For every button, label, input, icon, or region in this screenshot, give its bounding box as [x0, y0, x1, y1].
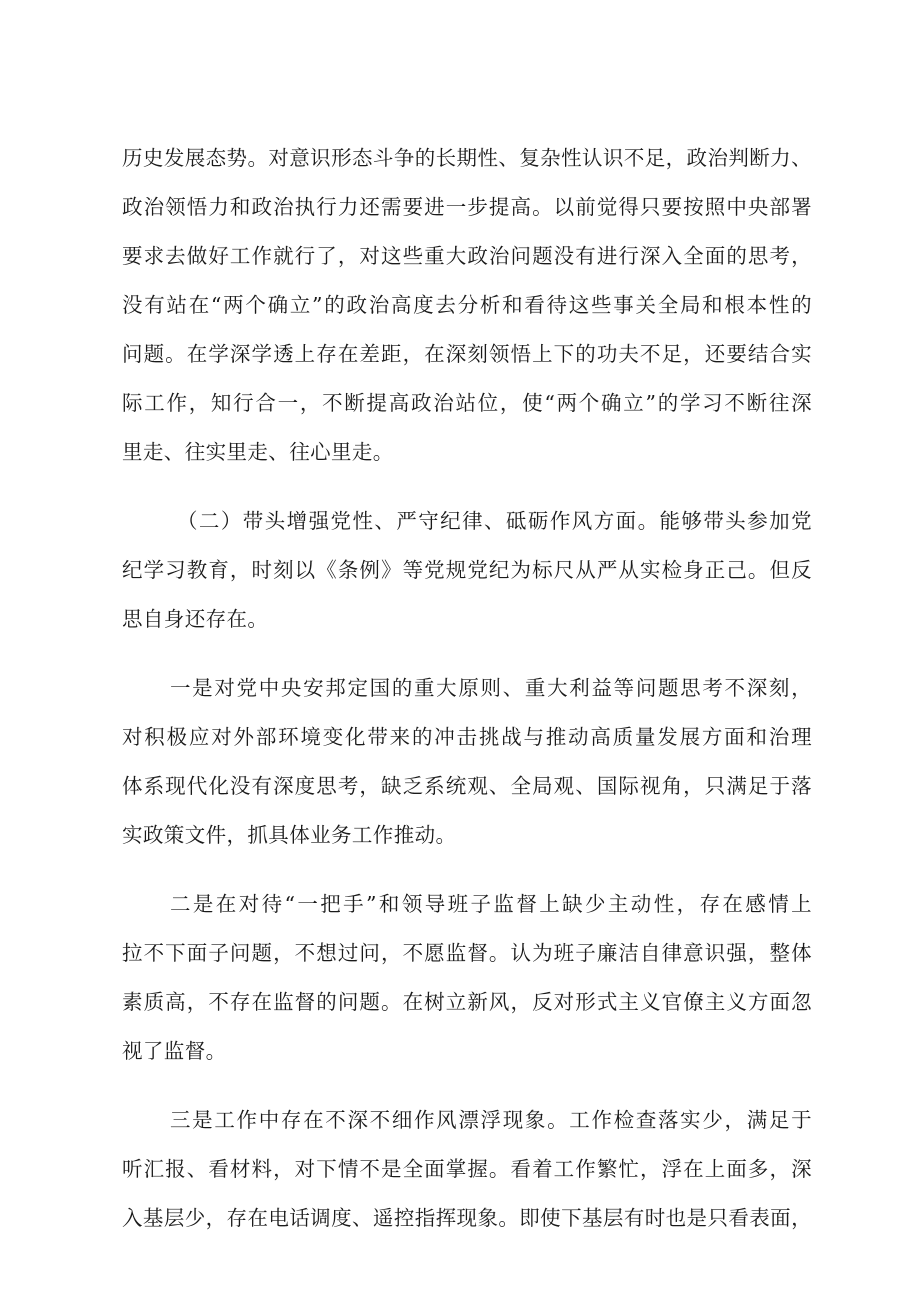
text-line: 听汇报、看材料，对下情不是全面掌握。看着工作繁忙，浮在上面多，深 — [122, 1157, 812, 1181]
text-line: 三是工作中存在不深不细作风漂浮现象。工作检查落实少，满足于 — [170, 1108, 812, 1132]
text-line: 拉不下面子问题，不想过问，不愿监督。认为班子廉洁自律意识强，整体 — [122, 941, 812, 965]
text-line: 里走、往实里走、往心里走。 — [122, 440, 394, 464]
text-line: 没有站在“两个确立”的政治高度去分析和看待这些事关全局和根本性的 — [122, 293, 812, 317]
text-line: 实政策文件，抓具体业务工作推动。 — [122, 823, 457, 847]
document-body — [122, 141, 812, 1230]
text-line: 二是在对待“一把手”和领导班子监督上缺少主动性，存在感情上 — [170, 892, 812, 916]
text-line: 问题。在学深学透上存在差距，在深刻领悟上下的功夫不足，还要结合实 — [122, 342, 812, 366]
section-heading-line: （二）带头增强党性、严守纪律、砥砺作风方面。能够带头参加党 — [177, 509, 812, 533]
text-line: 纪学习教育，时刻以《条例》等党规党纪为标尺从严从实检身正己。但反 — [122, 558, 812, 582]
text-line: 体系现代化没有深度思考，缺乏系统观、全局观、国际视角，只满足于落 — [122, 774, 812, 798]
text-line: 际工作，知行合一，不断提高政治站位，使“两个确立”的学习不断往深 — [122, 391, 812, 415]
text-line: 要求去做好工作就行了，对这些重大政治问题没有进行深入全面的思考， — [122, 244, 812, 268]
text-line: 一是对党中央安邦定国的重大原则、重大利益等问题思考不深刻， — [170, 676, 812, 700]
paragraph-political-awareness — [122, 141, 812, 464]
text-line: 历史发展态势。对意识形态斗争的长期性、复杂性认识不足，政治判断力、 — [122, 146, 812, 170]
text-line: 思自身还存在。 — [122, 607, 269, 631]
text-line: 素质高，不存在监督的问题。在树立新风，反对形式主义官僚主义方面忽 — [122, 990, 812, 1014]
text-line: 对积极应对外部环境变化带来的冲击挑战与推动高质量发展方面和治理 — [122, 725, 812, 749]
text-line: 视了监督。 — [122, 1039, 227, 1063]
text-line: 入基层少，存在电话调度、遥控指挥现象。即使下基层有时也是只看表面， — [122, 1206, 812, 1230]
text-line: 政治领悟力和政治执行力还需要进一步提高。以前觉得只要按照中央部署 — [122, 195, 812, 219]
